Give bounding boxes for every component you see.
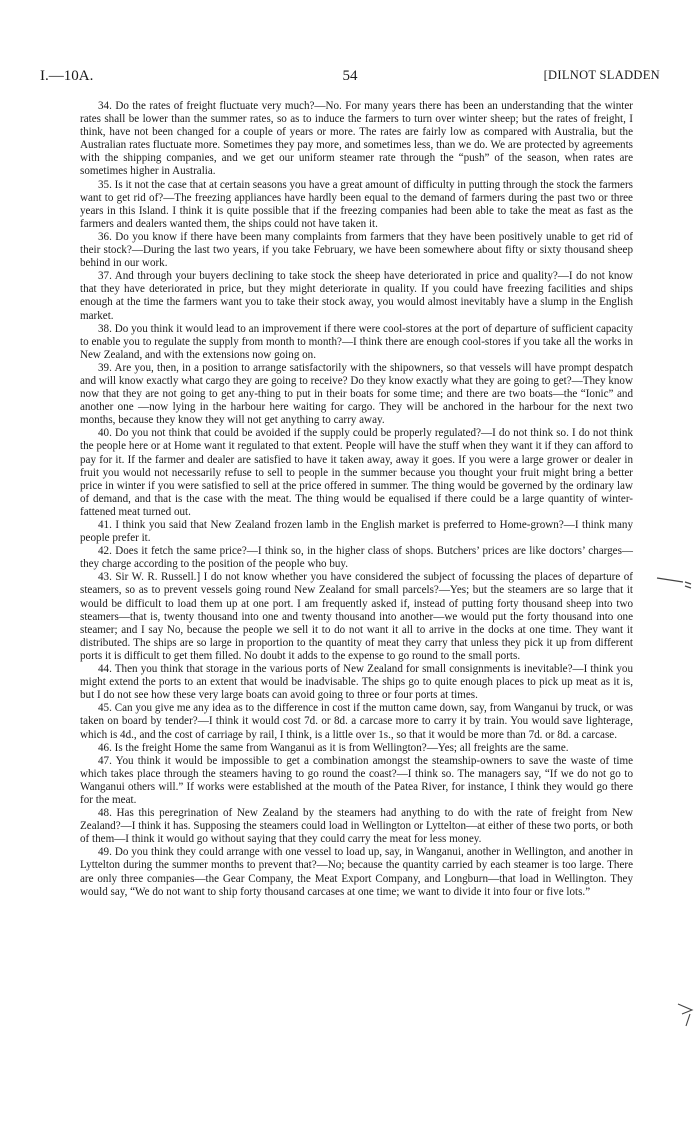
paragraph-40: 40. Do you not think that could be avoided if the supply could be properly regulated?—I do not think so. I do not think the people here or at Home want it regulated to that extent. People will have the stuff when they want it if they can afford to pay for it. If the farmer and dealer are satisfied to have it taken away, away it goes. If you were a large grower or dealer in fruit you would not necessarily refuse to sell to people in the summer because you thought your fruit might bring a better price in winter if you were satisfied to sell at the price offered in summer. The thing would be governed by the ordinary law of demand, and that is the case with the meat. The thing would be equalised if there could be a large quantity of winter-fattened meat turned out. [80, 427, 633, 518]
page-number: 54 [342, 68, 358, 84]
margin-scribble-mark [676, 1000, 698, 1030]
paragraph-39: 39. Are you, then, in a position to arrange satisfactorily with the shipowners, so that vessels will have prompt despatch and will know exactly what cargo they are going to receive? Do they know exactly what they are going to get?—They know now that they are not going to get any-thing to put in their boats for some time; and there are two boats—the “Ionic” and another one —now lying in the harbour here waiting for cargo. They will be anchored in the harbour for the next two months, because they know they will not get anything to carry away. [80, 361, 633, 427]
margin-tick-mark [655, 570, 695, 600]
paragraph-44: 44. Then you think that storage in the various ports of New Zealand for small consignments is inevitable?—I think you might extend the ports to an extent that would be inadvisable. The ships go to quite enough places to pick up meat as it is, but I do not see how these very large boats can avoid going to three or four ports at times. [80, 663, 633, 702]
paragraph-41: 41. I think you said that New Zealand frozen lamb in the English market is preferred to Home-grown?—I think many people prefer it. [80, 519, 633, 545]
paragraph-35: 35. Is it not the case that at certain seasons you have a great amount of difficulty in putting through the stock the farmers want to get rid of?—The freezing appliances have hardly been equal to the demand of farmers during the past two or three years in this Island. I think it is quite possible that if the freezing companies had been able to take the meat as fast as the farmers and dealers wanted them, the ships could not have taken it. [80, 178, 633, 230]
document-body [80, 100, 633, 899]
witness-name: [DILNOT SLADDEN [543, 68, 660, 82]
document-reference: I.—10A. [40, 68, 94, 84]
paragraph-47: 47. You think it would be impossible to get a combination amongst the steamship-owners to save the waste of time which takes place through the steamers having to go round the coast?—I think so. The managers say, “If we do not go to Wanganui others will.” If works were established at the mouth of the Patea River, for instance, I think they would go there for the meat. [80, 754, 633, 806]
paragraph-36: 36. Do you know if there have been many complaints from farmers that they have been positively unable to get rid of their stock?—During the last two years, if you take February, we have been somewhere about fifty or sixty thousand sheep behind in our work. [80, 230, 633, 270]
paragraph-48: 48. Has this peregrination of New Zealand by the steamers had anything to do with the rate of freight from New Zealand?—I think it has. Supposing the steamers could load in Wellington or Lyttelton—at either of these two ports, or both of them—I think it would go without saying that they could carry the meat for less money. [80, 807, 633, 846]
paragraph-45: 45. Can you give me any idea as to the difference in cost if the mutton came down, say, from Wanganui by truck, or was taken on board by tender?—I think it would cost 7d. or 8d. a carcase more to carry it by train. You would save lighterage, which is 4d., and the cost of carriage by rail, I think, is a little over 1s., so that it would be more than 7d. or 8d. a carcase. [80, 702, 633, 741]
paragraph-38: 38. Do you think it would lead to an improvement if there were cool-stores at the port of departure of sufficient capacity to enable you to regulate the supply from month to month?—I think there are enough cool-stores if you take all the works in New Zealand, and with the extensions now going on. [80, 322, 633, 361]
paragraph-42: 42. Does it fetch the same price?—I think so, in the higher class of shops. Butchers’ prices are like doctors’ charges—they charge according to the position of the people who buy. [80, 545, 633, 571]
paragraph-43: 43. Sir W. R. Russell.] I do not know whether you have considered the subject of focussing the places of departure of steamers, so as to prevent vessels going round New Zealand for small parcels?—Yes; but the steamers are so large that it would be difficult to load them up at one port. I am frequently asked if, instead of putting forty thousand sheep into two steamers—that is, twenty thousand into one and twenty thousand into another—we would put the forty thousand into one steamer; and I say No, because the people we sell it to do not want it all to arrive in the docks at one time. They want it distributed. The ships are so large in proportion to the quantity of meat they carry that unless they pick it up from different ports it is difficult to get them filled. No doubt it adds to the expense to go round to the small ports. [80, 571, 633, 662]
paragraph-37: 37. And through your buyers declining to take stock the sheep have deteriorated in price and quality?—I do not know that they have deteriorated in price, but they might deteriorate in quality. If you could have freezing facilities and ships enough at the time the farmers want you to take their stock away, you would almost inevitably have a slump in the English market. [80, 270, 633, 322]
page-header [40, 68, 660, 88]
paragraph-34: 34. Do the rates of freight fluctuate very much?—No. For many years there has been an understanding that the winter rates shall be lower than the summer rates, so as to induce the farmers to turn over winter sheep; but the rates of freight, I think, have not been changed for a couple of years or more. The rates are fairly low as compared with Australia, but the Australian rates fluctuate more. Sometimes they pay more, and sometimes less, than we do. We are protected by agreements with the shipping companies, and we get our uniform steamer rate through the “push” of the season, when rates are sometimes higher in Australia. [80, 100, 633, 178]
paragraph-46: 46. Is the freight Home the same from Wanganui as it is from Wellington?—Yes; all freights are the same. [98, 741, 569, 754]
paragraph-49: 49. Do you think they could arrange with one vessel to load up, say, in Wanganui, another in Wellington, and another in Lyttelton during the summer months to prevent that?—No; because the quantity carried by each steamer is too large. There are only three companies—the Gear Company, the Meat Export Company, and Longburn—that load in Wellington. They would say, “We do not want to ship forty thousand carcases at one time; we want to divide it into four or five lots.” [80, 846, 633, 898]
